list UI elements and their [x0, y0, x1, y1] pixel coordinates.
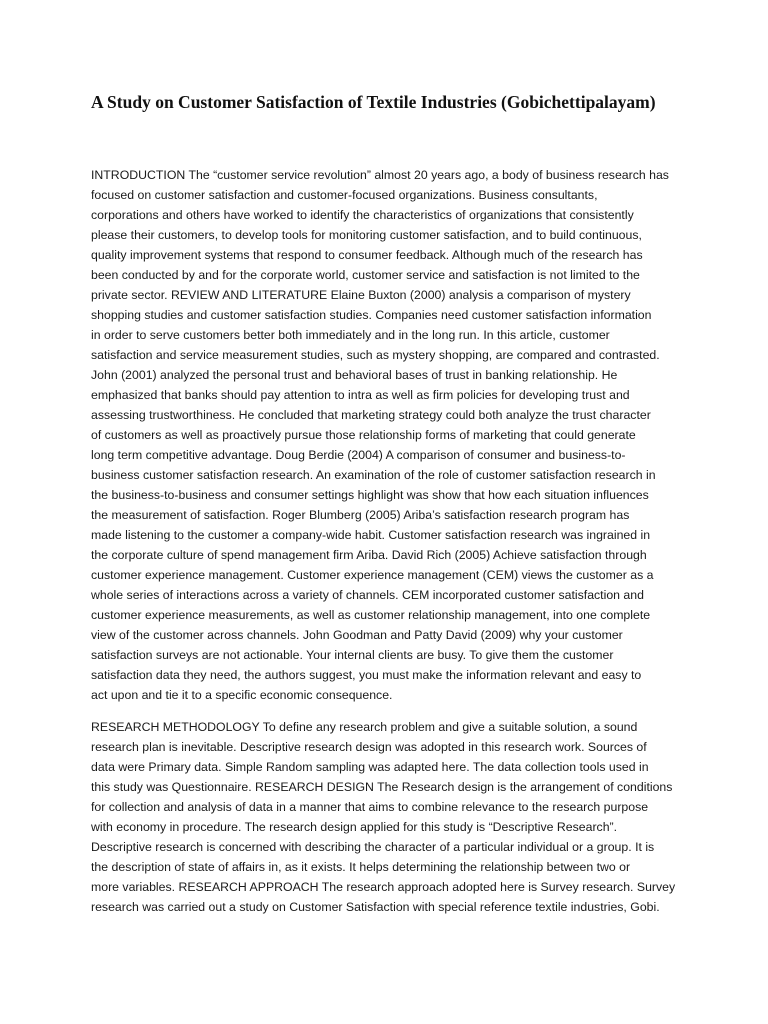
- paragraph-line: for collection and analysis of data in a manner that aims to combine relevance to the research purpose: [91, 800, 649, 814]
- paragraph-line: this study was Questionnaire. RESEARCH DESIGN The Research design is the arrangement of conditions: [91, 780, 673, 794]
- paragraph-line: quality improvement systems that respond to consumer feedback. Although much of the research has: [91, 248, 643, 262]
- paragraph-line: satisfaction data they need, the authors suggest, you must make the information relevant and easy to: [91, 668, 642, 682]
- paragraph-line: the corporate culture of spend management firm Ariba. David Rich (2005) Achieve satisfaction through: [91, 548, 647, 562]
- paragraph-research-methodology: [91, 717, 683, 917]
- paragraph-line: business customer satisfaction research. An examination of the role of customer satisfaction research in: [91, 468, 656, 482]
- paragraph-line: whole series of interactions across a variety of channels. CEM incorporated customer satisfaction and: [91, 588, 644, 602]
- paragraph-line: research was carried out a study on Customer Satisfaction with special reference textile industries, Gobi.: [91, 900, 660, 914]
- paragraph-line: with economy in procedure. The research design applied for this study is “Descriptive Research”.: [91, 820, 618, 834]
- paragraph-line: the measurement of satisfaction. Roger Blumberg (2005) Ariba’s satisfaction research program has: [91, 508, 630, 522]
- paragraph-line: Descriptive research is concerned with describing the character of a particular individual or a group. It is: [91, 840, 655, 854]
- paragraph-line: focused on customer satisfaction and customer-focused organizations. Business consultants,: [91, 188, 598, 202]
- paragraph-line: customer experience measurements, as well as customer relationship management, into one complete: [91, 608, 651, 622]
- document-title: A Study on Customer Satisfaction of Textile Industries (Gobichettipalayam): [91, 92, 656, 112]
- paragraph-line: of customers as well as proactively pursue those relationship forms of marketing that could generate: [91, 428, 636, 442]
- paragraph-line: made listening to the customer a company-wide habit. Customer satisfaction research was ingrained in: [91, 528, 651, 542]
- paragraph-line: corporations and others have worked to identify the characteristics of organizations that consistently: [91, 208, 634, 222]
- paragraph-line: John (2001) analyzed the personal trust and behavioral bases of trust in banking relationship. He: [91, 368, 618, 382]
- paragraph-line: more variables. RESEARCH APPROACH The research approach adopted here is Survey research. Survey: [91, 880, 676, 894]
- paragraph-line: been conducted by and for the corporate world, customer service and satisfaction is not limited to the: [91, 268, 640, 282]
- paragraph-line: INTRODUCTION The “customer service revolution” almost 20 years ago, a body of business research has: [91, 168, 669, 182]
- paragraph-line: shopping studies and customer satisfaction studies. Companies need customer satisfaction information: [91, 308, 652, 322]
- paragraph-line: view of the customer across channels. John Goodman and Patty David (2009) why your customer: [91, 628, 623, 642]
- paragraph-line: emphasized that banks should pay attention to intra as well as firm policies for developing trust and: [91, 388, 630, 402]
- paragraph-line: long term competitive advantage. Doug Berdie (2004) A comparison of consumer and business-to-: [91, 448, 626, 462]
- paragraph-line: act upon and tie it to a specific economic consequence.: [91, 688, 393, 702]
- paragraph-line: the business-to-business and consumer settings highlight was show that how each situation influences: [91, 488, 649, 502]
- paragraph-line: satisfaction and service measurement studies, such as mystery shopping, are compared and contrasted.: [91, 348, 660, 362]
- paragraph-line: satisfaction surveys are not actionable. Your internal clients are busy. To give them the customer: [91, 648, 614, 662]
- paragraph-line: please their customers, to develop tools for monitoring customer satisfaction, and to build continuous,: [91, 228, 642, 242]
- paragraph-line: in order to serve customers better both immediately and in the long run. In this article, customer: [91, 328, 610, 342]
- paragraph-introduction: [91, 165, 683, 705]
- paragraph-line: assessing trustworthiness. He concluded that marketing strategy could both analyze the trust character: [91, 408, 651, 422]
- paragraph-line: research plan is inevitable. Descriptive research design was adopted in this research work. Sources of: [91, 740, 647, 754]
- paragraph-line: customer experience management. Customer experience management (CEM) views the customer as a: [91, 568, 654, 582]
- paragraph-line: private sector. REVIEW AND LITERATURE Elaine Buxton (2000) analysis a comparison of mystery: [91, 288, 631, 302]
- paragraph-line: data were Primary data. Simple Random sampling was adapted here. The data collection tools used in: [91, 760, 649, 774]
- paragraph-line: the description of state of affairs in, as it exists. It helps determining the relationship between two or: [91, 860, 631, 874]
- paragraph-line: RESEARCH METHODOLOGY To define any research problem and give a suitable solution, a sound: [91, 720, 638, 734]
